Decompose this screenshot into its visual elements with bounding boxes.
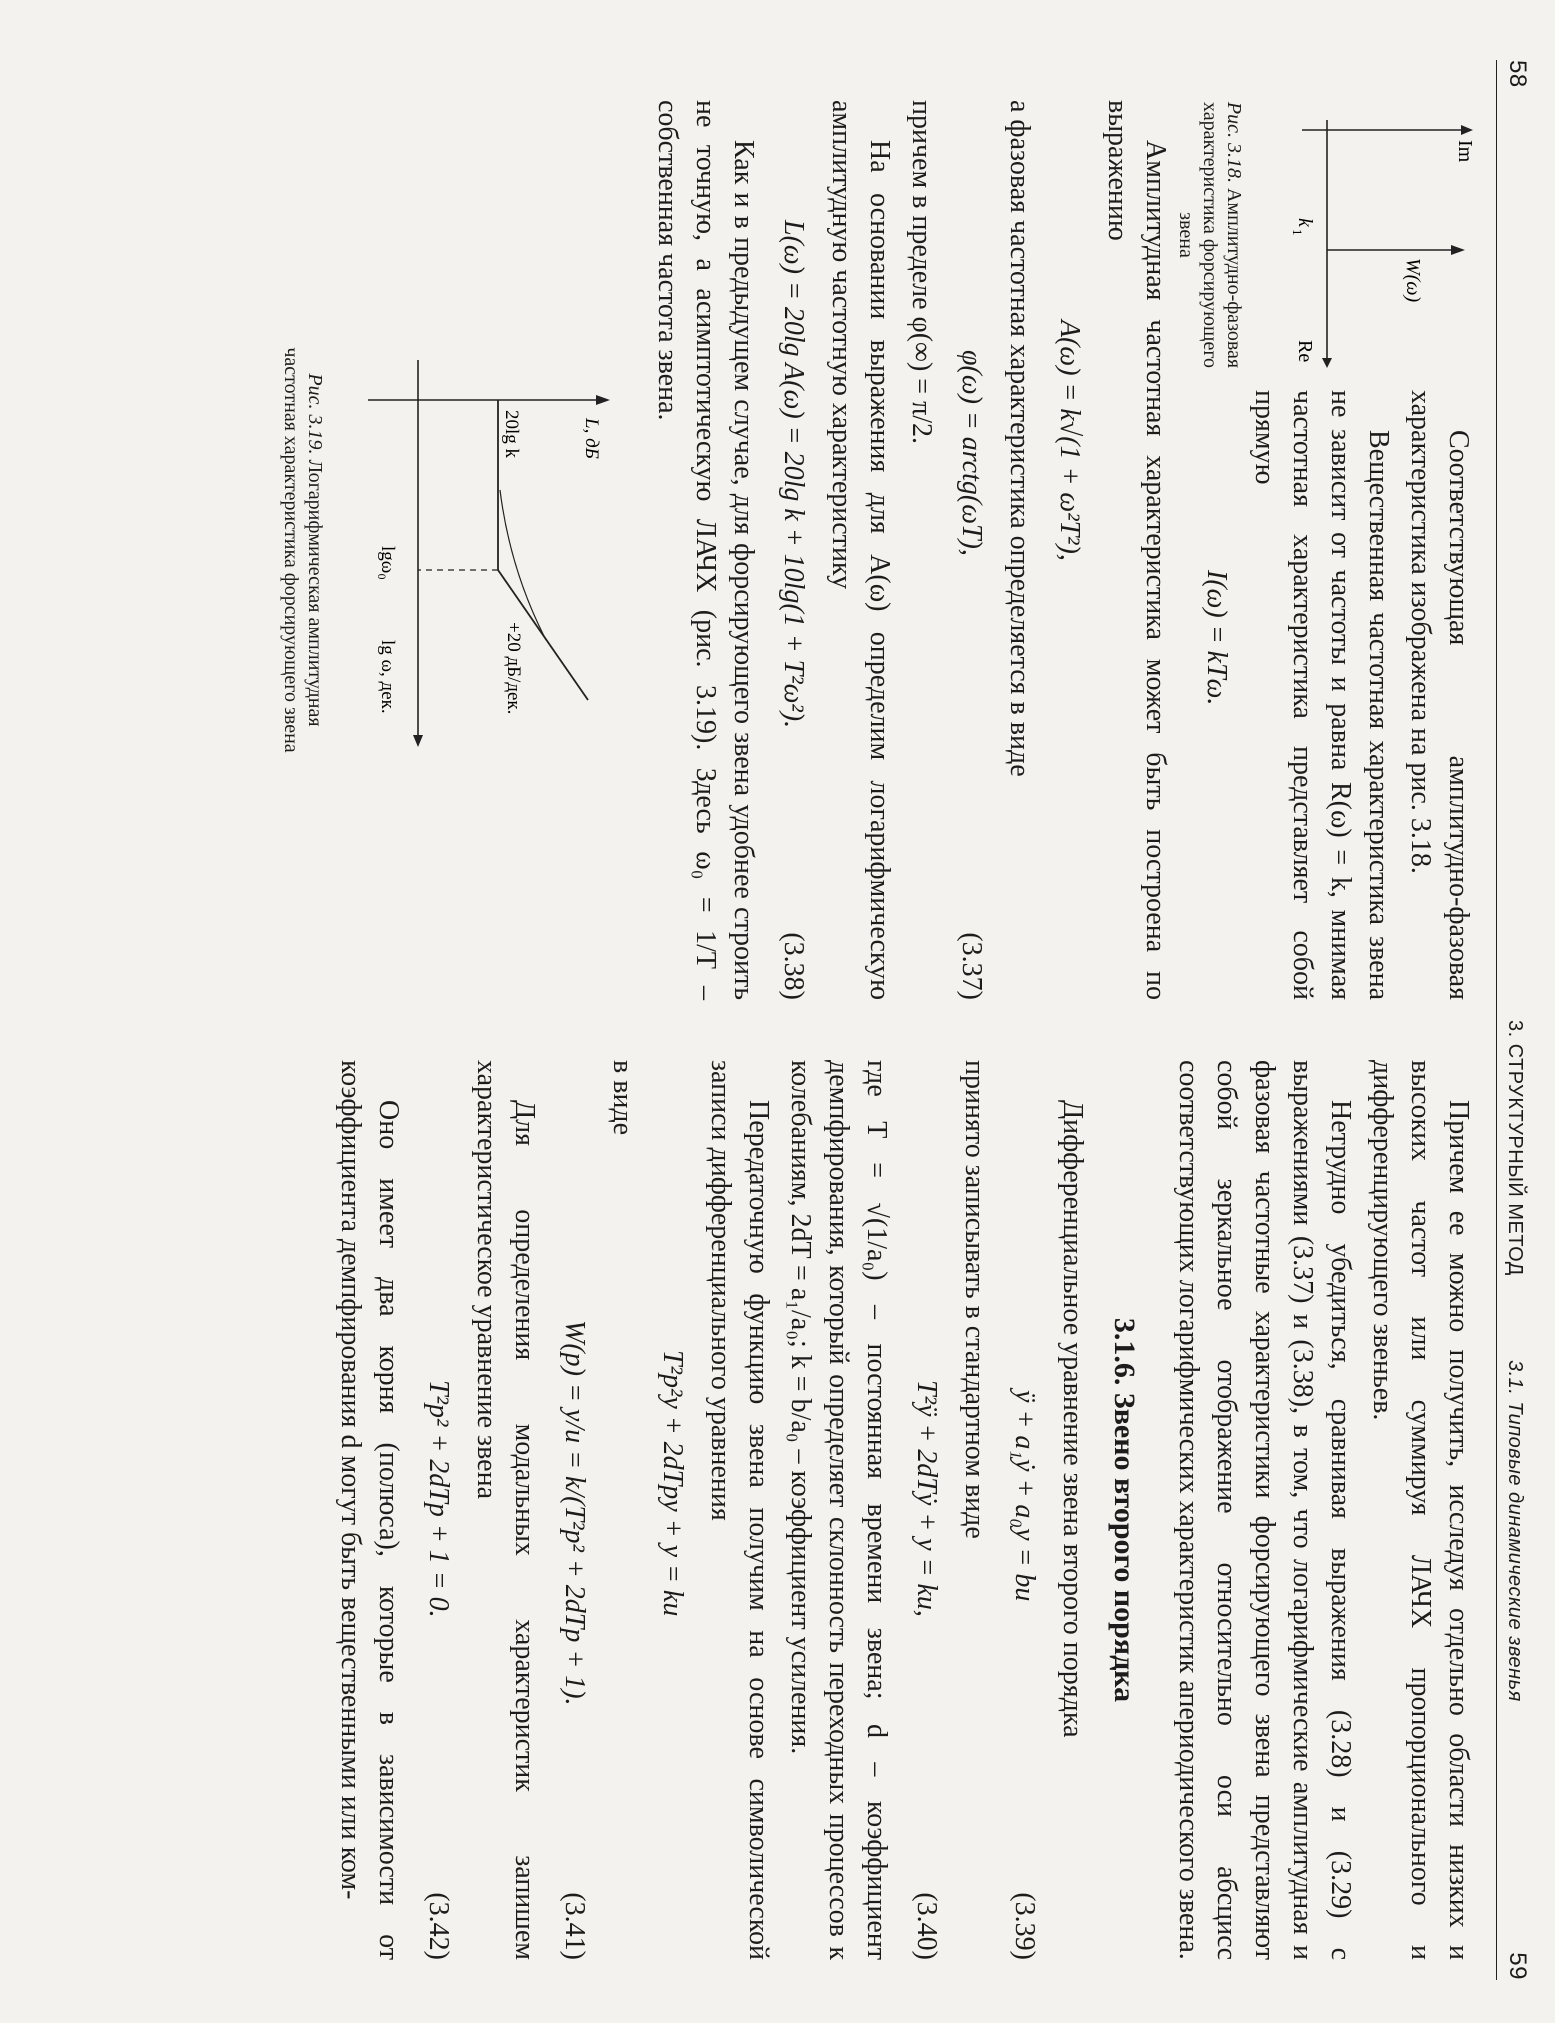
left-paragraph-5: причем в пределе φ(∞) = π/2. <box>906 100 937 445</box>
section-heading: 3.1.6. Звено второго порядка <box>1108 1317 1141 1703</box>
fig-319 <box>279 340 618 760</box>
equation-341-text: W(p) = y/u = k/(T²p² + 2dTp + 1). <box>559 1320 590 1706</box>
equation-337-number: (3.37) <box>956 932 987 1000</box>
right-paragraph-8: Для определения модальных характеристик запишем характеристическое уравнение звена <box>471 1060 540 1960</box>
fig-318-side-text <box>1185 390 1477 1000</box>
right-paragraph-4: принято записывать в стандартном виде <box>959 1060 990 1539</box>
equation-339-number: (3.39) <box>1009 1892 1040 1960</box>
re-axis-label: Re <box>1294 340 1316 363</box>
right-paragraph-2: Нетрудно убедиться, сравнивая выражения (3.28) и (3.29) с выражениями (3.37) и (3.38), в том, что логарифмические амплитудная и фазовая частотные характеристики форсирующего звена представляют собой зеркальное отображение относительно оси абсцисс соответствующих логарифмических характеристик апериодического звена. <box>1173 1060 1356 1960</box>
equation-342-number: (3.42) <box>423 1892 454 1960</box>
left-paragraph-2: Вещественная частотная характеристика звена не зависит от частоты и равна R(ω) = k, мнимая частотная характеристика представляет собой прямую <box>1249 390 1394 1000</box>
chapter-title: 3. СТРУКТУРНЫЙ МЕТОД <box>1504 1020 1526 1276</box>
right-paragraph-7: в виде <box>607 1060 638 1136</box>
equation-phi <box>952 100 990 1000</box>
exact-lach-curve <box>500 490 546 640</box>
left-paragraph-4: а фазовая частотная характеристика определяется в виде <box>1004 100 1035 777</box>
lg-axis-arrow <box>413 735 423 747</box>
fig-318 <box>1174 100 1477 370</box>
fig-319-caption <box>279 340 327 760</box>
equation-symbolic-text: T²p²y + 2dTpy + y = ku <box>657 1350 688 1617</box>
equation-340 <box>907 1060 945 1960</box>
right-paragraph-5: где T = √(1/a₀) – постоянная времени звена; d – коэффициент демпфирования, который определяет склонность переходных процессов к колебаниям, 2dT = a₁/a₀; k = b/a₀ – коэффициент усиления. <box>785 1060 892 1960</box>
k1-subscript: 1 <box>1290 229 1305 236</box>
equation-338-number: (3.38) <box>778 932 809 1000</box>
k1-label: k <box>1294 218 1316 227</box>
left-page-column <box>37 100 1477 1000</box>
fig-318-caption-text: Амплитудно-фазовая характеристика форсирующего звена <box>1175 101 1245 369</box>
fig-318-caption-number: Рис. 3.18. <box>1223 101 1245 183</box>
section-title: 3.1. Типовые динамические звенья <box>1504 1360 1526 1702</box>
fig-319-caption-number: Рис. 3.19. <box>304 373 326 455</box>
right-page-number: 59 <box>1504 1952 1531 1980</box>
equation-symbolic <box>653 1060 691 1960</box>
im-axis-arrow <box>1461 125 1473 135</box>
equation-341 <box>555 1060 593 1960</box>
left-page-number: 58 <box>1504 60 1531 88</box>
right-page-header <box>1496 1020 1555 1980</box>
equation-341-number: (3.41) <box>559 1892 590 1960</box>
left-page-header <box>1496 60 1555 1020</box>
fig-318-block <box>1174 100 1477 1000</box>
right-page-column <box>37 1060 1477 1960</box>
fig-319-plot <box>338 340 618 760</box>
equation-i-text: I(ω) = kTω. <box>1201 570 1232 706</box>
right-paragraph-1: Причем ее можно получить, исследуя отдельно области низких и высоких частот или суммируя ЛАЧХ пропорционального и дифференцирующего звеньев. <box>1367 1060 1474 1960</box>
right-paragraph-9: Оно имеет два корня (полюса), которые в зависимости от коэффициента демпфирования d могут быть вещественными или ком- <box>335 1060 404 1960</box>
equation-l <box>774 100 812 1000</box>
l-axis-arrow <box>596 395 610 405</box>
equation-a-text: A(ω) = k√(1 + ω²T²), <box>1054 320 1085 561</box>
left-paragraph-6: На основании выражения для A(ω) определим логарифмическую амплитудную частотную характеристику <box>826 100 895 1000</box>
equation-340-number: (3.40) <box>911 1892 942 1960</box>
equation-i <box>1197 390 1235 1000</box>
w-curve-label: W(ω) <box>1402 258 1424 303</box>
left-paragraph-3: Амплитудная частотная характеристика может быть построена по выражению <box>1102 100 1171 1000</box>
fig-318-plot <box>1257 100 1477 370</box>
right-paragraph-3: Дифференциальное уравнение звена второго порядка <box>1057 1100 1088 1738</box>
equation-phi-text: φ(ω) = arctg(ωT), <box>956 350 987 556</box>
left-paragraph-7: Как и в предыдущем случае, для форсирующего звена удобнее строить не точную, а асимптотическую ЛАЧХ (рис. 3.19). Здесь ω₀ = 1/T – собственная частота звена. <box>652 100 759 1000</box>
equation-340-text: T²ÿ + 2dTẏ + y = ku, <box>911 1380 942 1617</box>
lgw0-label: lgω₀ <box>377 546 398 580</box>
equation-339 <box>1005 1060 1043 1960</box>
fig-318-caption <box>1174 100 1246 370</box>
equation-l-text: L(ω) = 20lg A(ω) = 20lg k + 10lg(1 + T²ω²). <box>778 220 809 729</box>
im-axis-label: Im <box>1454 140 1476 163</box>
l-axis-label: L, дБ <box>581 418 602 459</box>
right-paragraph-6: Передаточную функцию звена получим на основе символической записи дифференциального уравнения <box>705 1060 774 1960</box>
20lgk-label: 20lg k <box>501 410 522 459</box>
lg-axis-label: lg ω, дек. <box>377 640 398 714</box>
equation-342-text: T²p² + 2dTp + 1 = 0. <box>423 1380 454 1618</box>
fig-319-caption-text: Логарифмическая амплитудная частотная характеристика форсирующего звена <box>280 347 326 753</box>
left-paragraph-1: Соответствующая амплитудно-фазовая характеристика изображена на рис. 3.18. <box>1405 390 1474 1000</box>
equation-342 <box>419 1060 457 1960</box>
slope-label: +20 дБ/дек. <box>503 622 524 715</box>
re-axis-arrow <box>1322 358 1332 368</box>
equation-a <box>1050 100 1088 1000</box>
w-curve-arrow <box>1451 245 1465 255</box>
equation-339-text: ÿ + a₁ẏ + a₀y = bu <box>1009 1390 1040 1602</box>
